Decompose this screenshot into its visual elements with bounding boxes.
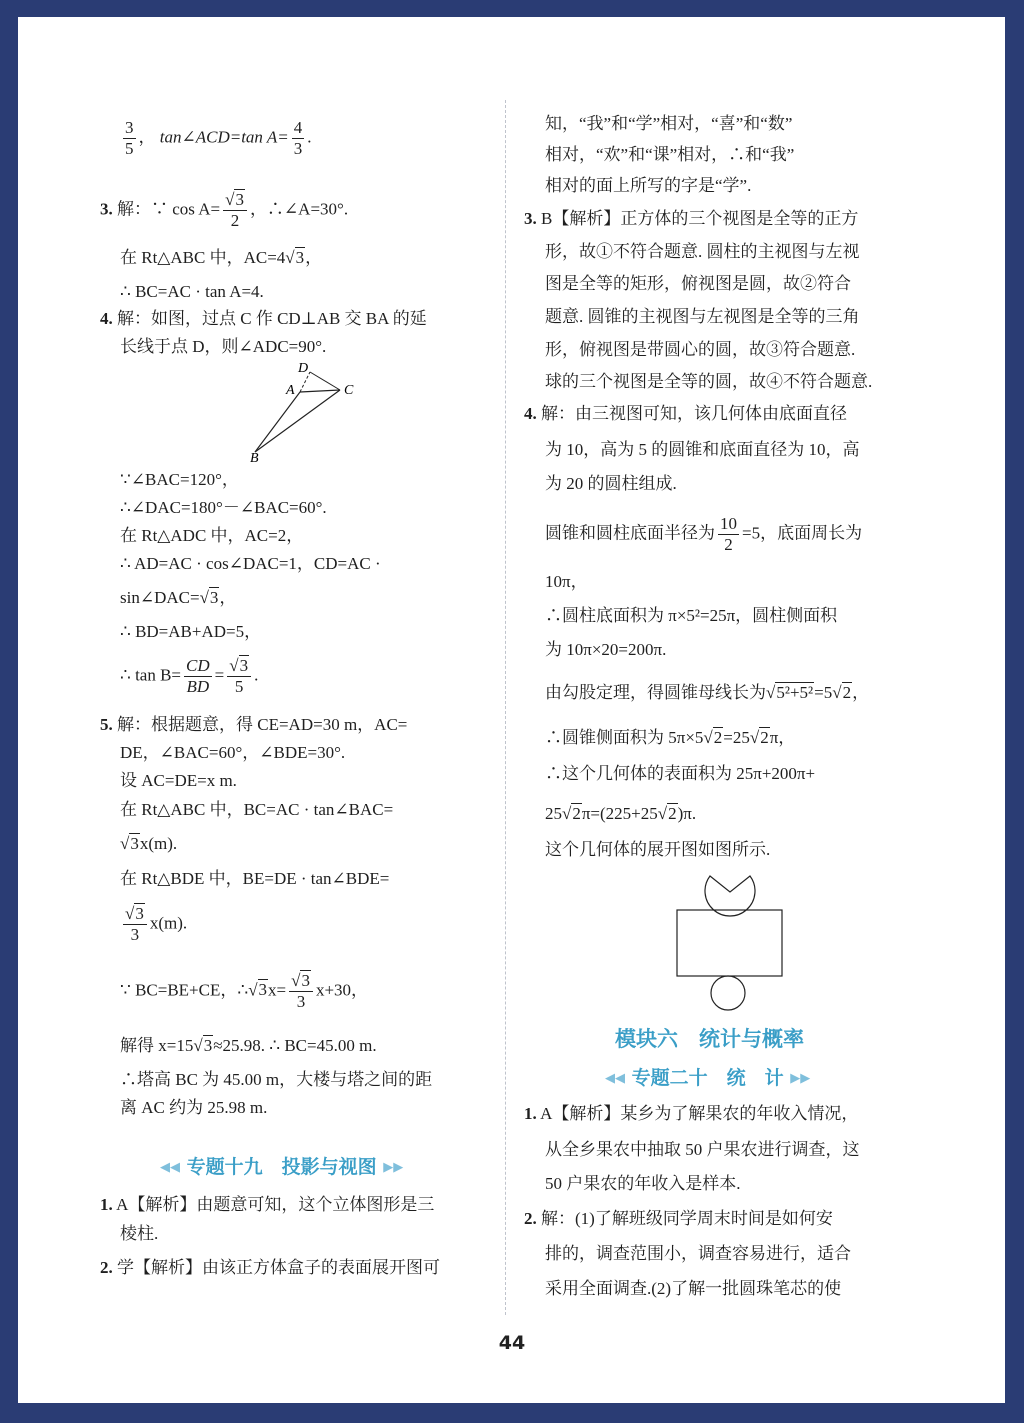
text-line: ∴圆柱底面积为 π×5²=25π，圆柱侧面积 bbox=[545, 606, 838, 625]
text-line: 在 Rt△ABC 中，AC=4√3， bbox=[120, 248, 323, 267]
text-line: 在 Rt△BDE 中，BE=DE · tan∠BDE= bbox=[120, 869, 390, 888]
fraction: $\frac{4}{3}$ bbox=[293, 118, 303, 158]
label-D: D bbox=[298, 361, 309, 376]
s20-answer-1: 1. A【解析】某乡为了解果农的年收入情况， bbox=[524, 1104, 859, 1123]
answer-3: 3. 解：∵ cos A= $\frac{√3}{2}$ ，∴∠A=30°. bbox=[100, 190, 349, 230]
s19-answer-1: 1. A【解析】由题意可知，这个立体图形是三 bbox=[100, 1195, 435, 1214]
text-line: 解得 x=15√3≈25.98. ∴ BC=45.00 m. bbox=[120, 1036, 377, 1055]
section-heading-19: ◀◀ 专题十九 投影与视图 ▶▶ bbox=[160, 1156, 404, 1178]
text-line: 形，故①不符合题意. 圆柱的主视图与左视 bbox=[545, 242, 860, 261]
text-line: $\frac{√3}{3}$ x(m). bbox=[125, 904, 188, 944]
text-line: 知，“我”和“学”相对，“喜”和“数” bbox=[545, 114, 793, 133]
text-line: ∴∠DAC=180°－∠BAC=60°. bbox=[120, 498, 327, 517]
fraction: $\frac{3}{5}$ bbox=[125, 118, 134, 158]
text-line: 设 AC=DE=x m. bbox=[120, 771, 237, 790]
answer-5: 5. 解：根据题意，得 CE=AD=30 m，AC= bbox=[100, 715, 408, 734]
text-line: 相对，“欢”和“课”相对，∴和“我” bbox=[545, 145, 795, 164]
s20-answer-2: 2. 解：(1)了解班级同学周末时间是如何安 bbox=[524, 1209, 833, 1228]
text-line: 圆锥和圆柱底面半径为 $\frac{10}{2}$ =5，底面周长为 bbox=[545, 514, 863, 554]
s19-answer-2: 2. 学【解析】由该正方体盒子的表面展开图可 bbox=[100, 1258, 440, 1277]
text-line: 50 户果农的年收入是样本. bbox=[545, 1174, 741, 1193]
answer-4: 4. 解：如图，过点 C 作 CD⊥AB 交 BA 的延 bbox=[100, 309, 427, 328]
text-line: 离 AC 约为 25.98 m. bbox=[120, 1098, 268, 1117]
text-line: 相对的面上所写的字是“学”. bbox=[545, 176, 752, 195]
line-frac: $\frac{3}{5}$ ， tan∠ACD=tan A= $\frac{4}{3}$ . bbox=[125, 118, 312, 158]
label-A: A bbox=[286, 383, 295, 398]
column-divider bbox=[505, 100, 506, 1315]
text-line: 25√2π=(225+25√2)π. bbox=[545, 804, 697, 823]
net-figure bbox=[670, 870, 780, 1015]
text-line: 形，俯视图是带圆心的圆，故③符合题意. bbox=[545, 340, 856, 359]
text-line: ∴这个几何体的表面积为 25π+200π+ bbox=[545, 764, 816, 783]
label-B: B bbox=[250, 451, 259, 466]
answer-3-right: 3. B【解析】正方体的三个视图是全等的正方 bbox=[524, 209, 859, 228]
text-line: 在 Rt△ABC 中，BC=AC · tan∠BAC= bbox=[120, 800, 394, 819]
text-line: DE，∠BAC=60°，∠BDE=30°. bbox=[120, 743, 346, 762]
text-line: 棱柱. bbox=[120, 1224, 159, 1243]
label-C: C bbox=[344, 383, 354, 398]
text-line: ∵∠BAC=120°， bbox=[120, 470, 239, 489]
text-line: ∴ BC=AC · tan A=4. bbox=[120, 282, 264, 301]
triangle-figure bbox=[240, 360, 380, 470]
text-line: ∴ AD=AC · cos∠DAC=1，CD=AC · bbox=[120, 554, 381, 573]
text-line: ∴圆锥侧面积为 5π×5√2=25√2π， bbox=[545, 728, 796, 747]
text-line: 图是全等的矩形，俯视图是圆，故②符合 bbox=[545, 274, 851, 293]
text-line: 这个几何体的展开图如图所示. bbox=[545, 840, 771, 859]
page-number: 44 bbox=[498, 1332, 526, 1354]
text-line: sin∠DAC=√3， bbox=[120, 588, 237, 607]
text-line: 为 10π×20=200π. bbox=[545, 640, 667, 659]
text-line: 排的，调查范围小，调查容易进行，适合 bbox=[545, 1244, 851, 1263]
text-line: ∴ BD=AB+AD=5， bbox=[120, 622, 262, 641]
text-line: 长线于点 D，则∠ADC=90°. bbox=[120, 337, 327, 356]
text-line: 为 10，高为 5 的圆锥和底面直径为 10，高 bbox=[545, 440, 860, 459]
text-line: √3x(m). bbox=[120, 834, 178, 853]
text-line: 为 20 的圆柱组成. bbox=[545, 474, 677, 493]
text-line: 球的三个视图是全等的圆，故④不符合题意. bbox=[545, 372, 873, 391]
text-line: 题意. 圆锥的主视图与左视图是全等的三角 bbox=[545, 307, 860, 326]
text-line: 采用全面调查.(2)了解一批圆珠笔芯的使 bbox=[545, 1279, 842, 1298]
text-line: 10π， bbox=[545, 572, 588, 591]
text-line: ∴ tan B= $\frac{CD}{BD}$ = $\frac{√3}{5}$ . bbox=[120, 656, 259, 696]
text-line: ∴塔高 BC 为 45.00 m，大楼与塔之间的距 bbox=[120, 1070, 433, 1089]
cylinder-side bbox=[677, 910, 782, 976]
text-line: 在 Rt△ADC 中，AC=2， bbox=[120, 526, 304, 545]
cylinder-base bbox=[711, 976, 745, 1010]
section-heading-20: ◀◀ 专题二十 统 计 ▶▶ bbox=[605, 1067, 811, 1089]
text-line: 由勾股定理，得圆锥母线长为√5²+5²=5√2， bbox=[545, 683, 870, 702]
text-line: 从全乡果农中抽取 50 户果农进行调查，这 bbox=[545, 1140, 860, 1159]
answer-4-right: 4. 解：由三视图可知，该几何体由底面直径 bbox=[524, 404, 847, 423]
text-line: ∵ BC=BE+CE，∴√3x= $\frac{√3}{3}$ x+30， bbox=[120, 971, 369, 1011]
module-heading-6: 模块六 统计与概率 bbox=[615, 1027, 804, 1051]
